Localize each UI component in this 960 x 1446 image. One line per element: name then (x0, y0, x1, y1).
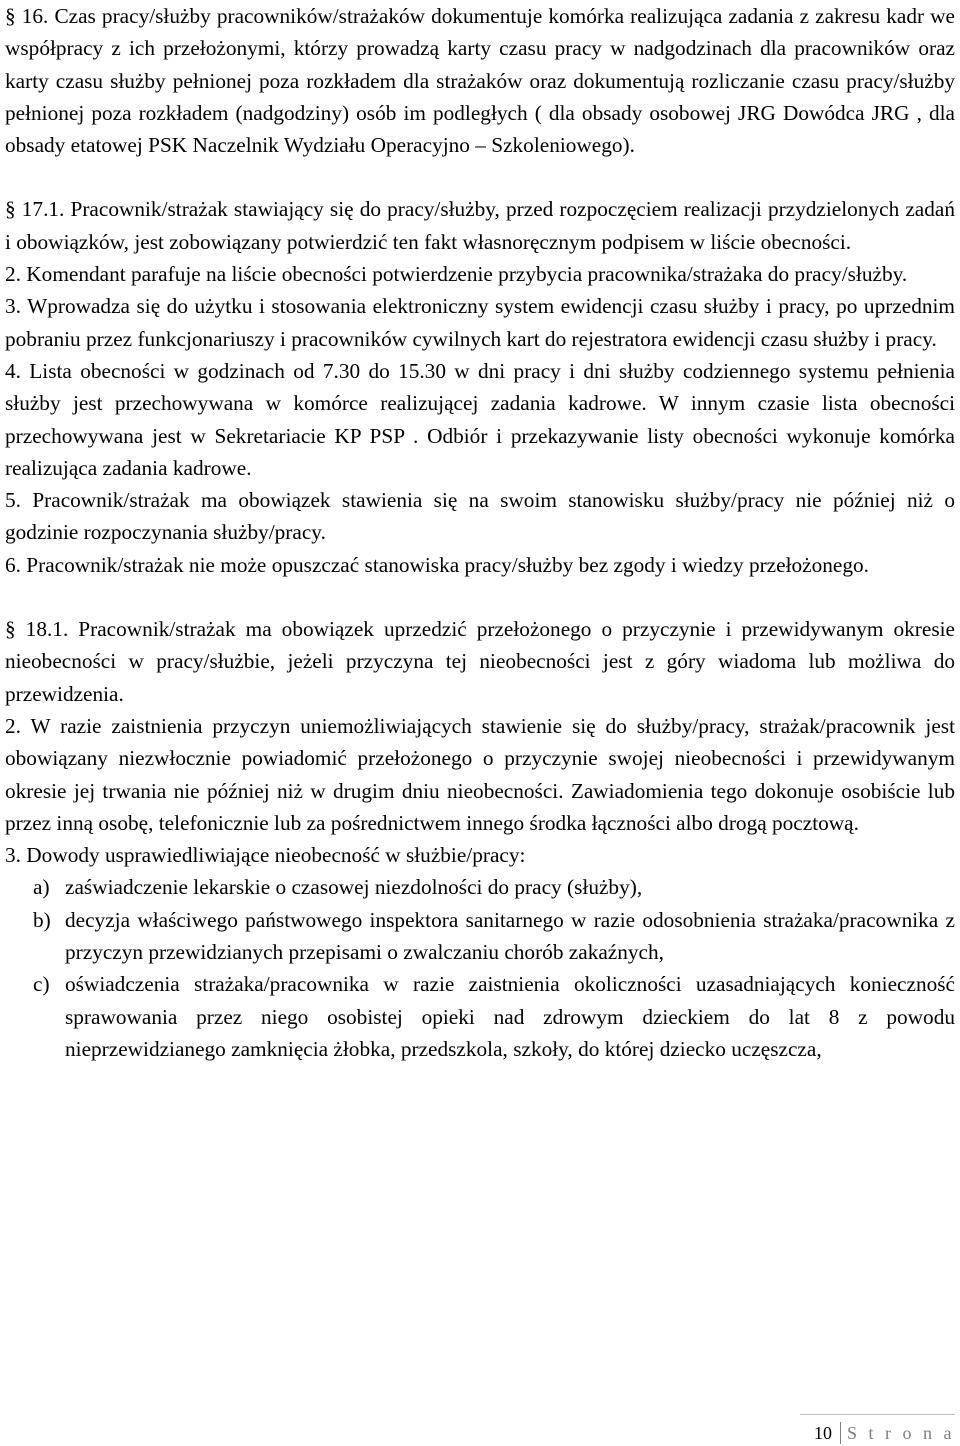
list-item-a (33, 871, 955, 903)
paragraph-17-4: 4. Lista obecności w godzinach od 7.30 do 15.30 w dni pracy i dni służby codziennego systemu pełnienia służby jest przechowywana w komórce realizującej zadania kadrowe. W innym czasie lista obecności przechowywana jest w Sekretariacie KP PSP . Odbiór i przekazywanie listy obecności wykonuje komórka realizująca zadania kadrowe. (5, 358, 955, 480)
paragraph-16: § 16. Czas pracy/służby pracowników/strażaków dokumentuje komórka realizująca zadania z zakresu kadr we współpracy z ich przełożonymi, którzy prowadzą karty czasu pracy w nadgodzinach dla pracowników oraz karty czasu służby pełnionej poza rozkładem dla strażaków oraz dokumentują rozliczanie czasu pracy/służby pełnionej poza rozkładem (nadgodziny) osób im podległych ( dla obsady osobowej JRG Dowódca JRG , dla obsady etatowej PSK Naczelnik Wydziału Operacyjno – Szkoleniowego). (5, 4, 955, 158)
paragraph-17-2: 2. Komendant parafuje na liście obecności potwierdzenie przybycia pracownika/strażaka do pracy/służby. (5, 262, 908, 287)
list-item-b (33, 904, 955, 969)
footer-rule (800, 1414, 955, 1415)
paragraph-17-1: § 17.1. Pracownik/strażak stawiający się do pracy/służby, przed rozpoczęciem realizacji przydzielonych zadań i obowiązków, jest zobowiązany potwierdzić ten fakt własnoręcznym podpisem w liście obecności. (5, 197, 955, 254)
list-item-text: zaświadczenie lekarskie o czasowej niezdolności do pracy (służby), (65, 875, 643, 900)
paragraph-17-6: 6. Pracownik/strażak nie może opuszczać stanowiska pracy/służby bez zgody i wiedzy przełożonego. (5, 552, 869, 577)
list-item-c (33, 968, 955, 1065)
document-page (5, 0, 955, 1065)
list-item-text: decyzja właściwego państwowego inspektora sanitarnego w razie odosobnienia strażaka/pracownika z przyczyn przewidzianych przepisami o zwalczaniu chorób zakaźnych, (65, 907, 955, 965)
page-footer (814, 1422, 955, 1444)
section-18 (5, 613, 955, 1065)
page-number: 10 (814, 1422, 841, 1444)
list-item-label: b) (33, 907, 51, 932)
paragraph-18-2: 2. W razie zaistnienia przyczyn uniemożliwiających stawienie się do służby/pracy, strażak/pracownik jest obowiązany niezwłocznie powiadomić przełożonego o przyczynie swojej nieobecności i przewidywanym okresie jej trwania nie później niż w drugim dniu nieobecności. Zawiadomienia tego dokonuje osobiście lub przez inną osobę, telefonicznie lub za pośrednictwem innego środka łączności albo drogą pocztową. (5, 713, 955, 835)
page-label: S t r o n a (847, 1423, 955, 1443)
list-item-text: oświadczenia strażaka/pracownika w razie zaistnienia okoliczności uzasadniających konieczność sprawowania przez niego osobistej opieki nad zdrowym dzieckiem do lat 8 z powodu nieprzewidzianego zamknięcia żłobka, przedszkola, szkoły, do której dziecko uczęszcza, (65, 972, 955, 1061)
paragraph-18-3: 3. Dowody usprawiedliwiające nieobecność w służbie/pracy: (5, 843, 526, 868)
paragraph-17-3: 3. Wprowadza się do użytku i stosowania elektroniczny system ewidencji czasu służby i pracy, po uprzednim pobraniu przez funkcjonariuszy i pracowników cywilnych kart do rejestratora ewidencji czasu służby i pracy. (5, 294, 955, 351)
paragraph-18-1: § 18.1. Pracownik/strażak ma obowiązek uprzedzić przełożonego o przyczynie i przewidywanym okresie nieobecności w pracy/służbie, jeżeli przyczyna tej nieobecności jest z góry wiadoma lub możliwa do przewidzenia. (5, 617, 955, 706)
list-item-label: c) (33, 972, 50, 997)
list-item-label: a) (33, 875, 50, 900)
section-17 (5, 193, 955, 581)
paragraph-17-5: 5. Pracownik/strażak ma obowiązek stawienia się na swoim stanowisku służby/pracy nie później niż o godzinie rozpoczynania służby/pracy. (5, 488, 955, 545)
